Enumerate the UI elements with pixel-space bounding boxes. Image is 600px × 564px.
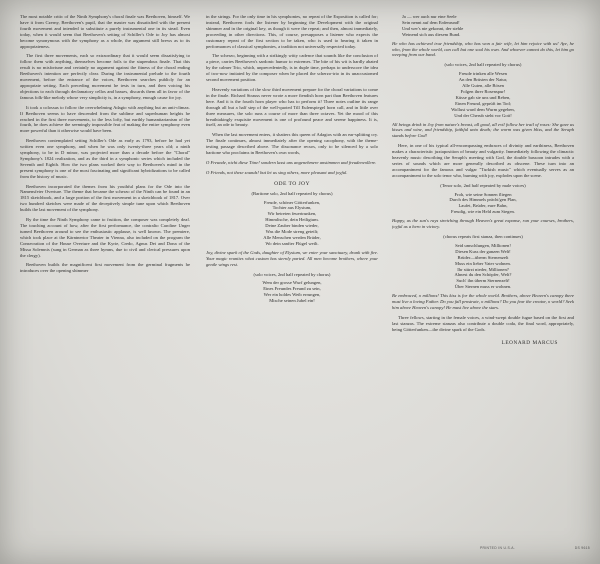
verse-line: Tochter aus Elysium, bbox=[272, 205, 312, 211]
verse-line: An den Brüsten der Natur, bbox=[458, 77, 508, 83]
performance-note: (solo voices, 2nd half repeated by chorus) bbox=[444, 62, 522, 68]
performance-note: (Baritone solo, 2nd half repeated by chorus) bbox=[251, 190, 333, 196]
verse-line: Such' ihn überm Sternenzelt! bbox=[456, 278, 510, 284]
verse-line: Was die Mode streng geteilt; bbox=[265, 229, 319, 235]
paragraph: Beethoven incorporated the themes from his youthful plans for the Ode into the Namensfeier Overture. The theme that became the scherzo of the Ninth can be found in an 1815 sketchbook, and a large portion of the first movement in a sketchbook of 1817. Over two hundred sketches were made of the deceptively simple tune upon which Beethoven builds the last movement of the symphony. bbox=[20, 183, 190, 213]
paragraph: Heavenly variations of the slow third movement prepare for the choral variations to come in the finale. Richard Strauss never wrote a more fiendish horn part than Beethoven features here. And it is the fourth horn player who has to perform it! Three notes outline its range through all but a half step of the well-quoted Till Eulenspiegel horn call, and in little over three measures, the solo runs a course of more than three octaves. Yet the mood of this breathtakingly exquisite movement is one of profound peace and serene happiness. It is, itself, an ode to beauty. bbox=[206, 86, 378, 128]
performance-note: (Tenor solo, 2nd half repeated by male voices) bbox=[440, 182, 526, 188]
verse-line: Ahnest du den Schöpfer, Welt? bbox=[454, 272, 512, 278]
verse-line: Weinend sich aus diesem Bund. bbox=[402, 31, 461, 37]
verse-line: Und der Cherub steht vor Gott! bbox=[454, 112, 512, 118]
column-left bbox=[20, 14, 190, 539]
quote-german: O Freunde, nicht diese Töne! sondern lasst uns angenehmere anstimmen und freudenvollere. bbox=[206, 159, 377, 165]
verse-line: Wer ein holdes Weib errungen, bbox=[263, 292, 321, 298]
paragraph: The first three movements, each so extraordinary that it would seem dissatisfying to follow them with anything, themselves become foils to the stupendous finale. That this result is no misfortune and certainly no argument against the fitness of the choral ending Beethoven's intention are perfectly clear. During the instrumental prelude to the fourth movement, before the entrance of the voices, Beethoven searches publicly for an appropriate setting. Each preceding movement he tests in turn, and then voicing his objections to each through declamatory cellos and basses, discards them all in favor of the famous folk-like melody whose very simplicity is, in a symphony, enough cause for joy. bbox=[20, 53, 190, 100]
verse-line: Durch des Himmels prächt'gen Plan, bbox=[449, 197, 517, 203]
verse-translation: Be embraced, o millions! This kiss is for the whole world. Brothers, above Heaven's canopy there must live a loving Father. Do you fall prostrate, o millions? Do you fear the creator, o world? Seek him above Heaven's canopy! He must live above the stars. bbox=[392, 293, 574, 310]
verse-line: Alle Guten, alle Bösen bbox=[462, 83, 504, 89]
verse-line: Muss ein lieber Vater wohnen. bbox=[455, 260, 511, 266]
verse-line: Küsse gab sie uns und Reben, bbox=[455, 94, 511, 100]
verse-line: Freudig, wie ein Held zum Siegen. bbox=[451, 209, 515, 215]
verse-line: Sein nennt auf dem Erdenrund! bbox=[402, 19, 460, 25]
verse-translation: Joy, divine spark of the Gods, daughter of Elysium, we enter your sanctuary, drunk with fire. Your magic reunites what custom has sternly parted. All men become brothers, where your gentle wings rest. bbox=[206, 249, 378, 267]
verse-line: Diesen Kuss der ganzen Welt! bbox=[455, 248, 511, 254]
verse-line: Deine Zauber binden wieder, bbox=[265, 223, 319, 229]
verse-translation: Happy, as the sun's rays stretching through Heaven's great expanse, run your courses, brothers, joyful as a hero in victory. bbox=[392, 218, 574, 230]
verse-line: Mische seinen Jubel ein! bbox=[269, 298, 315, 304]
verse-line: Freude trinken alle Wesen bbox=[459, 71, 507, 77]
verse-line: Freude, schöner Götterfunken, bbox=[263, 199, 321, 205]
catalog-code: DS 9615 bbox=[574, 546, 590, 550]
verse-line: Einen Freund, geprüft im Tod; bbox=[455, 100, 511, 106]
verse-stanza bbox=[392, 192, 574, 216]
paragraph: The most notable critic of the Ninth Symphony's choral finale was Beethoven, himself. We have it from Czerny, Beethoven's pupil, that the master was dissatisfied with the present fourth movement and intended to substitute a purely instrumental one in its stead. Even today, when it would seem that Beethoven's setting of Schiller's Ode to Joy has almost become synonymous with the symphony as a whole, the argument still brews as to its appropriateness. bbox=[20, 14, 190, 49]
paragraph: The scherzo, beginning with a strikingly witty cadence that sounds like the conclusion of a piece, carries Beethoven's sardonic humor to extremes. The bite of his wit is hardly abated by the calmer Trio, which, unprecedentedly, is in duple time, perhaps to underscore the idea of two-now imitated by the composer when he placed the scherzo-trio in its unaccustomed second movement position. bbox=[206, 53, 378, 83]
verse-line: Und wer's nie gekonnt, der stehle bbox=[402, 25, 464, 31]
ode-heading: ODE TO JOY bbox=[274, 180, 310, 187]
verse-line: Alle Menschen werden Brüder, bbox=[263, 235, 321, 240]
column-middle bbox=[206, 14, 378, 539]
verse-translation: He who has achieved true friendship, who has won a fair wife, let him rejoice with us! Aye, he who, from the whole world, can call but one soul his own. And whoever cannot do this, let him go weeping from our band. bbox=[392, 40, 574, 58]
verse-line: Wir betreten feuertrunken, bbox=[267, 211, 317, 217]
verse-line: Wem der grosse Wurf gelungen, bbox=[262, 280, 322, 286]
paragraph: Here, in one of his typical all-encompassing embraces of divinity and earthiness, Beethoven makes a characteristic juxtaposition of beauty and vulgarity. Immediately following the climactic heavenly music describing the Seraph's meeting with God, the double bassoon intrudes with a series of sounds which are more generally described as obscene. These turn into an accompaniment for the famous and vulgar "Turkish music" which eventually serves as an accompaniment to the solo tenor who, burning with joy, explodes upon the scene. bbox=[392, 143, 574, 178]
performance-note: (solo voices, 2nd half repeated by chorus) bbox=[253, 271, 331, 277]
paragraph: Three fellows, starting in the female voices, a wind-swept double fugue based on the first and last stanzas. The extreme stanzas also contribute a double coda, the final word, appropriately, being Götterfunken—the divine spark of the Gods. bbox=[392, 314, 574, 332]
performance-note: (chorus repeats first stanza, then continues) bbox=[443, 234, 523, 239]
verse-stanza bbox=[206, 280, 378, 304]
verse-stanza bbox=[392, 243, 574, 290]
verse-stanza bbox=[206, 200, 378, 247]
paragraph: Beethoven contemplated setting Schiller's Ode as early as 1793, before he had yet written even one symphony, and when he was only twenty-three years old; a ninth symphony, to be in D minor, was projected more than a decade before the "Choral" Symphony's 1824 realization, and as the third in a symphonic series which included the Seventh and Eighth. How the two plans worked their way to Beethoven's mind in the present symphony is one of the most fascinating and significant hybridizations to be called from the history of music. bbox=[20, 138, 190, 179]
verse-translation: All beings drink in Joy from nature's breast, all good, all evil follow her trail of roses: She gave us kisses and wine, and friendship, faithful unto death; the worm was given bliss, and the Seraph stands before God! bbox=[392, 121, 574, 139]
verse-line: Froh, wie seine Sonnen fliegen bbox=[454, 191, 512, 197]
verse-line: Himmlische, dein Heiligtum. bbox=[265, 217, 319, 223]
printed-in-label: PRINTED IN U.S.A. bbox=[480, 546, 516, 550]
verse-line: Wo dein sanfter Flügel weilt. bbox=[265, 240, 319, 246]
verse-line: Folgen ihrer Rosenspur! bbox=[460, 88, 506, 94]
verse-stanza bbox=[392, 71, 574, 118]
column-right bbox=[392, 14, 574, 554]
paragraph: in the strings. For the only time in his symphonies, no repeat of the Exposition is called for; instead, Beethoven fools the listener by beginning the Development with the original shimmer and in the original key, as though it were the repeat; and then, almost immediately, proceeding in other directions. This, of course, presupposes a listener who expects the customary repeat of the first section to be taken, who is used to hearing it taken in performances of classical symphonies, a tradition not universally respected today. bbox=[206, 14, 378, 49]
verse-line: Eines Freundes Freund zu sein, bbox=[263, 286, 321, 292]
verse-line: Seid umschlungen, Millionen! bbox=[455, 242, 511, 248]
verse-line: Ihr stürzt nieder, Millionen? bbox=[457, 266, 509, 272]
paragraph: Beethoven builds the magnificent first movement from the germinal fragments he introduces over the opening shimmer bbox=[20, 262, 190, 274]
paragraph: It took a colossus to follow the overwhelming Adagio with anything but an anti-climax. If Beethoven seems to have descended from the sublime and superhuman heights he reached in the first three movements, to the less lofty, but earthly humanitarianism of the fourth, he does achieve the seemingly impossible feat of making the entire symphony even more powerful than it otherwise would have been. bbox=[20, 104, 190, 134]
quote-english: O Friends, not these sounds! but let us sing others, more pleasant and joyful. bbox=[206, 169, 348, 175]
verse-line: Wollust ward dem Wurm gegeben, bbox=[451, 106, 515, 112]
author-signature: LEONARD MARCUS bbox=[501, 339, 558, 346]
verse-line: Ja — wer auch nur eine Seele bbox=[402, 14, 457, 19]
print-footer bbox=[480, 546, 590, 550]
verse-line: Brüder—überm Sternenzelt bbox=[457, 254, 509, 260]
verse-line: Über Sternen muss er wohnen. bbox=[454, 284, 512, 290]
paragraph: When the last movement enters, it shatters this queen of Adagios with an ear-splitting cry. The finale continues, almost immediately after the opening cacophony, with the theme-testing passage described above. The dissonance recurs, only to be silenced by a solo baritone who proclaims in Beethoven's own words, bbox=[206, 132, 378, 156]
paragraph: By the time the Ninth Symphony came to fruition, the composer was completely deaf. The touching account of how, after the first performance, the contralto Caroline Unger turned Beethoven around to see the enthusiastic applause, is well known. The premiere, which took place at the Kärntnertor Theater in Vienna, also included on the program the Consecration of the House Overture and the Kyrie, Credo, Agnus Dei and Dona of the Missa Solemnis (sung in German as three hymns, due to civil and clerical pressures upon the clergy). bbox=[20, 217, 190, 258]
verse-stanza bbox=[392, 14, 574, 38]
verse-line: Laufet, Brüder, eure Bahn, bbox=[458, 203, 508, 209]
